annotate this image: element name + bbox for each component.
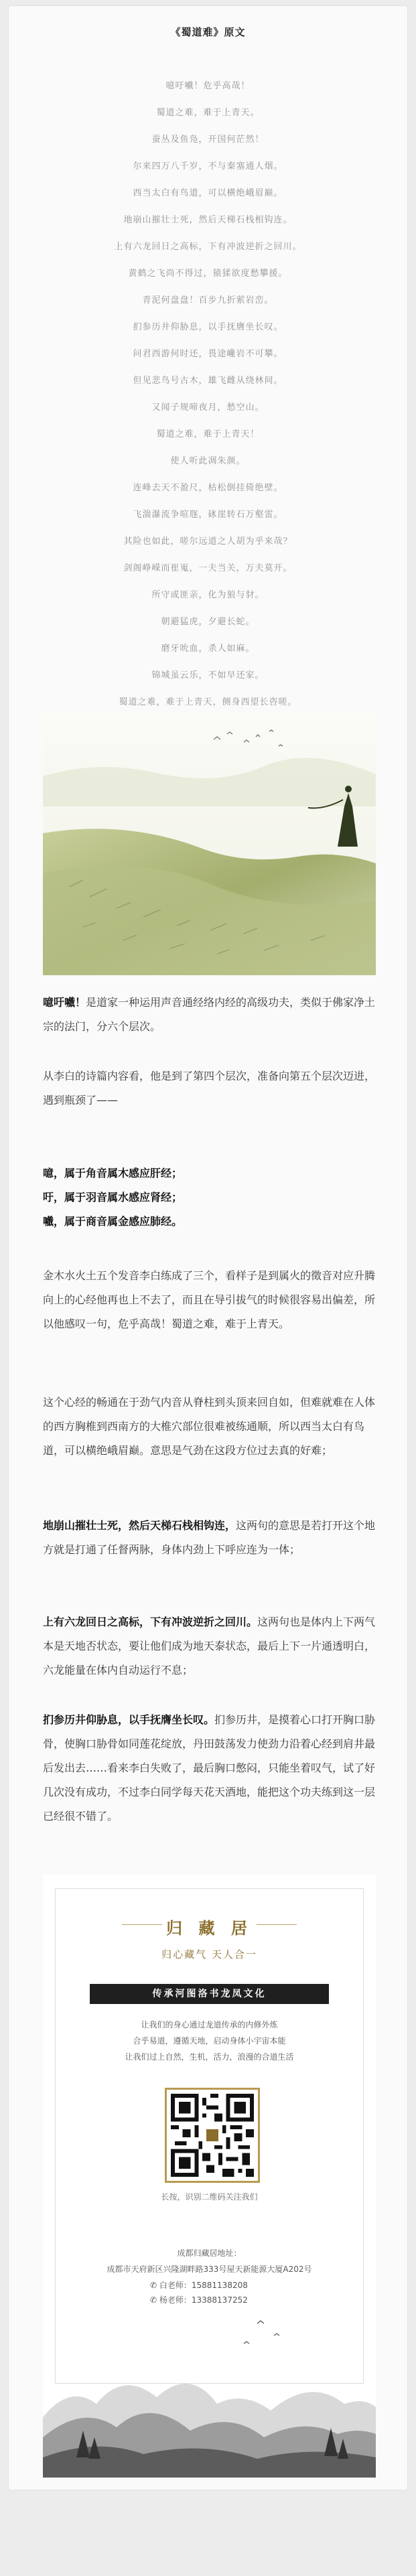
highlight: 地崩山摧壮士死，然后天梯石栈相钩连， [43, 1519, 236, 1532]
tone-item: 吁，属于羽音属水感应肾经； [43, 1191, 183, 1204]
ink-landscape-image [43, 2303, 376, 2478]
values-text: 让我们的身心通过龙道传承的内修外炼 合乎易道，遵循天地，启动身体小宇宙本能 让我们过上自然，生机，活力，浪漫的合道生活 [125, 2020, 294, 2062]
poem-line: 扪参历井仰胁息，以手抚膺坐长叹。 [133, 322, 283, 332]
brand-name: 归 藏 居 [166, 1919, 253, 1938]
article-paragraph: 这个心经的畅通在于劲气内音从脊柱到头顶来回自如，但难就难在人体的西方胸椎到西南方的大椎穴部位很难被练通顺，所以西当太白有鸟道，可以横绝峨眉巅。意思是气劲在这段方位过去真的好难； [43, 1396, 376, 1457]
poem-line: 西当太白有鸟道，可以横绝峨眉巅。 [133, 188, 283, 198]
tone-item: 嚱，属于商音属金感应肺经。 [43, 1215, 183, 1228]
qr-code-icon [171, 2094, 254, 2177]
brand-card [43, 1875, 376, 2478]
poem-line: 连峰去天不盈尺，枯松倒挂倚绝壁。 [133, 483, 283, 493]
qr-caption: 长按，识别二维码关注我们 [161, 2192, 258, 2202]
phone-contact: ✆ 杨老师：13388137252 [150, 2295, 248, 2305]
poem-line: 锦城虽云乐，不如早还家。 [151, 670, 265, 681]
poem-line: 剑阁峥嵘而崔嵬，一夫当关，万夫莫开。 [123, 563, 293, 573]
poem-line: 但见悲鸟号古木，雄飞雌从绕林间。 [133, 376, 283, 386]
brand-slogan: 归心藏气 天人合一 [161, 1948, 257, 1960]
poem-line: 蚕丛及鱼凫，开国何茫然！ [151, 135, 265, 145]
article-paragraph: 上有六龙回日之高标，下有冲波逆折之回川。这两句也是体内上下两气本是天地否状态，要让他们成为地天泰状态，最后上下一片通透明白，六龙能量在体内自动运行不息； [43, 1616, 376, 1676]
poem-line: 蜀道之难，难于上青天！ [156, 429, 260, 439]
poem-line: 所守或匪亲，化为狼与豺。 [151, 590, 265, 600]
article-paragraph: 金木水火土五个发音李白练成了三个，看样子是到属火的徵音对应升腾向上的心经他再也上不去了，而且在导引拔气的时候很容易出偏差，所以他感叹一句，危乎高哉！蜀道之难，难于上青天。 [43, 1269, 376, 1330]
article-paragraph: 从李白的诗篇内容看，他是到了第四个层次，准备向第五个层次迈进，遇到瓶颈了—— [43, 1070, 376, 1106]
poem-line: 使人听此凋朱颜。 [170, 456, 246, 466]
poem-line: 蜀道之难，难于上青天，侧身西望长咨嗟。 [119, 697, 297, 707]
ink-painting-image [43, 713, 376, 975]
poem-line: 朝避猛虎，夕避长蛇。 [161, 617, 255, 627]
phone-contact: ✆ 白老师：15881138208 [150, 2281, 248, 2290]
poem-line: 磨牙吮血，杀人如麻。 [161, 644, 255, 654]
birds-icon [244, 2321, 279, 2344]
address-label: 成都归藏居地址： [177, 2248, 242, 2258]
poem-line: 又闻子规啼夜月，愁空山。 [151, 403, 265, 413]
tone-list [43, 1161, 378, 1234]
article-paragraph: 噫吁嚱！是道家一种运用声音通经络内经的高级功夫，类似于佛家净土宗的法门，分六个层次。 [43, 996, 376, 1033]
poem-line: 问君西游何时还，畏途巉岩不可攀。 [133, 349, 283, 359]
poem-line: 飞湍瀑流争喧豗，砯崖转石万壑雷。 [133, 510, 283, 520]
qr-code[interactable] [165, 2088, 260, 2183]
poem-line: 青泥何盘盘！百步九折萦岩峦。 [142, 295, 274, 305]
culture-banner: 传承河图洛书龙凤文化 [90, 1984, 329, 2004]
address: 成都市天府新区兴隆湖畔路333号屋天新能源大厦A202号 [107, 2265, 312, 2274]
highlight: 扪参历井仰胁息，以手抚膺坐长叹。 [43, 1713, 215, 1726]
poem-line: 上有六龙回日之高标，下有冲波逆折之回川。 [114, 242, 302, 252]
highlight: 噫吁嚱！ [43, 996, 86, 1009]
article-paragraph: 地崩山摧壮士死，然后天梯石栈相钩连，这两句的意思是若打开这个地方就是打通了任督两脉，身体内劲上下呼应连为一体； [43, 1519, 376, 1556]
article-paragraph: 扪参历井仰胁息，以手抚膺坐长叹。扪参历井，是摸着心口打开胸口胁骨，使胸口胁骨如同莲花绽放，丹田鼓荡发力使劲力沿着心经到肩井最后发出去……看来李白失败了，最后胸口憋闷，只能坐着叹气，试了好几次没有成功，不过李白同学每天花天酒地，能把这个功夫练到这一层已经很不错了。 [43, 1713, 376, 1822]
poem-line: 噫吁嚱！危乎高哉！ [165, 81, 251, 91]
poem-title: 《蜀道难》原文 [170, 26, 246, 38]
phone-icon: ✆ [150, 2295, 159, 2305]
tone-item: 噫，属于角音属木感应肝经； [43, 1167, 183, 1179]
article-page [8, 5, 408, 2490]
poem-line: 蜀道之难，难于上青天。 [156, 108, 260, 118]
poem-text [9, 73, 407, 716]
poem-line: 黄鹤之飞尚不得过，猿猱欲度愁攀援。 [128, 269, 288, 279]
poem-line: 尔来四万八千岁，不与秦塞通人烟。 [133, 161, 283, 171]
highlight: 上有六龙回日之高标，下有冲波逆折之回川。 [43, 1616, 258, 1628]
phone-icon: ✆ [150, 2281, 159, 2290]
poem-line: 其险也如此，嗟尔远道之人胡为乎来哉？ [123, 536, 293, 547]
poem-line: 地崩山摧壮士死，然后天梯石栈相钩连。 [123, 215, 293, 225]
